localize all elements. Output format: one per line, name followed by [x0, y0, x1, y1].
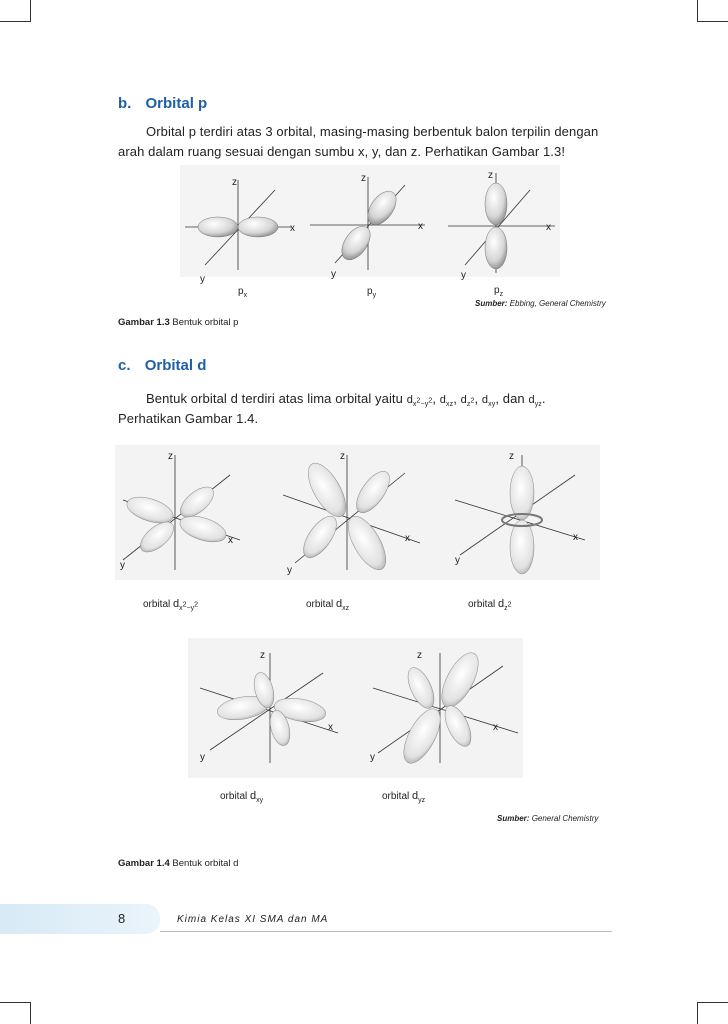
x-label: x	[228, 535, 233, 546]
z-label: z	[340, 451, 345, 462]
d-lobe	[510, 466, 534, 520]
figure-1-4-row-1	[115, 445, 600, 580]
p-lobe	[485, 227, 507, 269]
orbital-label-dyz: orbital $d_{yz}$	[382, 790, 426, 805]
p-lobe	[485, 183, 507, 225]
px-label: $p_x$	[238, 286, 248, 299]
z-label: z	[509, 451, 514, 462]
crop-mark	[697, 21, 728, 22]
section-c-heading	[118, 357, 206, 374]
x-label: x	[328, 722, 333, 733]
orbital-label-dxz: orbital $d_{xz}$	[306, 598, 350, 613]
y-label: y	[461, 270, 466, 281]
d-lobe	[510, 520, 534, 574]
symbol-dxy: $d_{xy}$	[481, 394, 496, 409]
x-label: x	[546, 222, 551, 233]
section-c-title: Orbital d	[144, 357, 207, 374]
y-label: y	[331, 269, 336, 280]
figure-1-3-source: Sumber: Ebbing, General Chemistry	[475, 299, 606, 308]
y-label: y	[200, 274, 205, 285]
footer-line	[160, 931, 612, 932]
z-label: z	[488, 170, 493, 181]
section-b-heading	[118, 95, 207, 112]
x-label: x	[418, 221, 423, 232]
crop-mark	[30, 0, 31, 22]
symbol-dx2y2: $d_{x^2-y^2}$	[406, 394, 433, 409]
pz-label: $p_z$	[494, 285, 504, 298]
x-label: x	[493, 722, 498, 733]
y-label: y	[120, 560, 125, 571]
crop-mark	[0, 1002, 31, 1003]
z-label: z	[260, 650, 265, 661]
crop-mark	[30, 1002, 31, 1024]
symbol-dz2: $d_{z^2}$	[460, 394, 475, 409]
z-label: z	[168, 451, 173, 462]
orbital-label-dx2y2: orbital $d_{x^2-y^2}$	[143, 598, 199, 613]
crop-mark	[0, 21, 31, 22]
crop-mark	[697, 1002, 728, 1003]
book-title: Kimia Kelas XI SMA dan MA	[177, 914, 329, 925]
y-label: y	[287, 565, 292, 576]
figure-1-4-caption: Gambar 1.4 Bentuk orbital d	[118, 858, 239, 869]
y-label: y	[455, 555, 460, 566]
figure-1-3-caption: Gambar 1.3 Bentuk orbital p	[118, 317, 239, 328]
py-label: $p_y$	[367, 286, 377, 299]
p-lobe	[198, 217, 238, 237]
z-label: z	[417, 650, 422, 661]
symbol-dyz: $d_{yz}$	[528, 394, 542, 409]
symbol-dxz: $d_{xz}$	[439, 394, 454, 409]
z-label: z	[232, 177, 237, 188]
section-c-marker: c.	[118, 357, 131, 374]
section-c-paragraph-line1: Bentuk orbital d terdiri atas lima orbital yaitu $d_{x^2-y^2}$, $d_{xz}$, $d_{z^2}$, $d_{xy}$, dan $d_{yz}$.	[146, 391, 546, 409]
page-number: 8	[118, 911, 126, 926]
footer-bar	[0, 904, 160, 934]
x-label: x	[290, 223, 295, 234]
z-label: z	[361, 173, 366, 184]
crop-mark	[697, 1002, 698, 1024]
section-b-marker: b.	[118, 95, 132, 112]
figure-1-4-source: Sumber: General Chemistry	[497, 814, 599, 823]
x-label: x	[573, 532, 578, 543]
figure-1-4-row-2	[188, 638, 523, 778]
y-label: y	[200, 752, 205, 763]
x-label: x	[405, 533, 410, 544]
y-label: y	[370, 752, 375, 763]
crop-mark	[697, 0, 698, 22]
p-lobe	[238, 217, 278, 237]
orbital-label-dz2: orbital $d_{z^2}$	[468, 598, 512, 613]
figure-1-3	[180, 165, 560, 300]
section-b-title: Orbital p	[145, 95, 208, 112]
section-b-paragraph: Orbital p terdiri atas 3 orbital, masing-masing berbentuk balon terpilin dengan arah dalam ruang sesuai dengan sumbu x, y, dan z. Perhatikan Gambar 1.3!	[118, 124, 599, 159]
orbital-label-dxy: orbital $d_{xy}$	[220, 790, 264, 805]
section-c-paragraph-line2: Perhatikan Gambar 1.4.	[118, 411, 259, 426]
